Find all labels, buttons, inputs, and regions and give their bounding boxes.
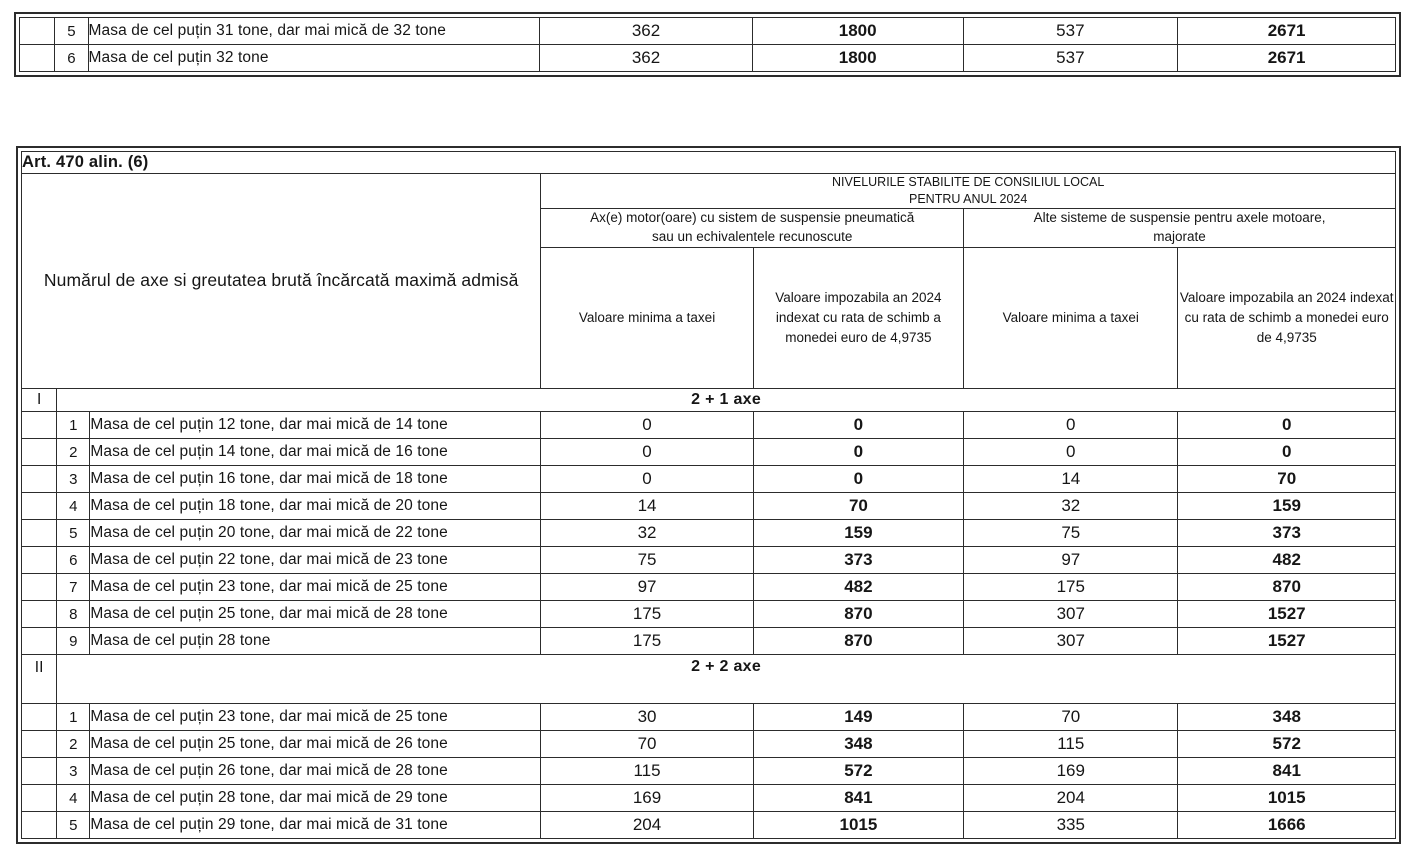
row-description: Masa de cel puțin 28 tone, dar mai mică de 29 tone [90,785,541,812]
row-description: Masa de cel puțin 32 tone [88,45,540,72]
value-imp-2: 0 [1178,412,1396,439]
value-imp-2: 2671 [1178,18,1396,45]
value-min-2: 97 [964,547,1178,574]
table-row [22,412,1396,439]
value-imp-2: 1527 [1178,628,1396,655]
row-number: 6 [55,45,88,72]
table-row [22,704,1396,731]
value-min-2: 14 [964,466,1178,493]
row-description: Masa de cel puțin 20 tone, dar mai mică de 22 tone [90,520,541,547]
row-number: 7 [57,574,90,601]
section-roman: II [22,655,57,704]
value-min-1: 97 [541,574,753,601]
row-description: Masa de cel puțin 22 tone, dar mai mică de 23 tone [90,547,541,574]
subheader-imp-1: Valoare impozabila an 2024 indexat cu rata de schimb a monedei euro de 4,9735 [753,248,963,389]
value-imp-2: 482 [1178,547,1396,574]
row-number: 2 [57,731,90,758]
section-row-2 [22,655,1396,704]
table-row [22,628,1396,655]
value-min-1: 204 [541,812,753,839]
row-roman-cell [22,493,57,520]
value-min-1: 75 [541,547,753,574]
row-description: Masa de cel puțin 23 tone, dar mai mică de 25 tone [90,574,541,601]
row-description: Masa de cel puțin 25 tone, dar mai mică de 26 tone [90,731,541,758]
table-row [22,520,1396,547]
subheader-min-2: Valoare minima a taxei [964,248,1178,389]
row-description: Masa de cel puțin 25 tone, dar mai mică de 28 tone [90,601,541,628]
row-number: 8 [57,601,90,628]
table-row [22,731,1396,758]
value-imp-2: 159 [1178,493,1396,520]
row-number: 3 [57,466,90,493]
top-table [19,17,1396,72]
row-description: Masa de cel puțin 26 tone, dar mai mică de 28 tone [90,758,541,785]
section-row-1 [22,389,1396,412]
row-number: 6 [57,547,90,574]
row-roman-cell [22,601,57,628]
row-roman-cell [22,547,57,574]
row-number: 9 [57,628,90,655]
group2-header [964,209,1396,248]
row-roman-cell [22,466,57,493]
value-min-2: 0 [964,439,1178,466]
row-roman-cell [22,704,57,731]
value-imp-2: 373 [1178,520,1396,547]
row-description: Masa de cel puțin 12 tone, dar mai mică de 14 tone [90,412,541,439]
row-number: 1 [57,704,90,731]
value-min-1: 30 [541,704,753,731]
value-min-2: 204 [964,785,1178,812]
group2-line1: Alte sisteme de suspensie pentru axele motoare, [1033,210,1326,226]
table-row [22,785,1396,812]
table-row [22,758,1396,785]
row-roman-cell [22,731,57,758]
row-roman-cell [22,574,57,601]
value-min-1: 175 [541,601,753,628]
value-min-2: 307 [964,601,1178,628]
table-row [22,439,1396,466]
value-imp-2: 1666 [1178,812,1396,839]
row-description: Masa de cel puțin 28 tone [90,628,541,655]
table-row [22,601,1396,628]
value-min-1: 70 [541,731,753,758]
value-min-2: 169 [964,758,1178,785]
header-row-levels [22,174,1396,209]
value-imp-2: 572 [1178,731,1396,758]
table-title: Art. 470 alin. (6) [22,152,1396,174]
title-row [22,152,1396,174]
table-row [22,574,1396,601]
row-number: 1 [57,412,90,439]
section-roman: I [22,389,57,412]
main-table-frame [16,146,1401,844]
value-imp-1: 149 [753,704,963,731]
value-imp-1: 0 [753,439,963,466]
value-imp-2: 348 [1178,704,1396,731]
value-imp-1: 870 [753,601,963,628]
value-imp-1: 70 [753,493,963,520]
top-table-frame [14,12,1401,77]
row-roman-cell [22,628,57,655]
value-imp-2: 0 [1178,439,1396,466]
table-row [22,547,1396,574]
value-min-1: 32 [541,520,753,547]
value-min-1: 362 [540,45,753,72]
row-description: Masa de cel puțin 29 tone, dar mai mică de 31 tone [90,812,541,839]
table-row [20,18,1396,45]
value-min-2: 70 [964,704,1178,731]
levels-line2: PENTRU ANUL 2024 [909,192,1028,206]
subheader-imp-2: Valoare impozabila an 2024 indexat cu rata de schimb a monedei euro de 4,9735 [1178,248,1396,389]
row-roman-cell [22,812,57,839]
value-imp-2: 1015 [1178,785,1396,812]
value-imp-2: 2671 [1178,45,1396,72]
row-roman-cell [22,758,57,785]
row-roman-cell [20,18,55,45]
table-row [22,466,1396,493]
value-min-2: 175 [964,574,1178,601]
row-number: 3 [57,758,90,785]
value-imp-2: 841 [1178,758,1396,785]
value-imp-1: 1015 [753,812,963,839]
value-min-2: 0 [964,412,1178,439]
row-roman-cell [22,412,57,439]
value-imp-1: 0 [753,412,963,439]
row-number: 5 [55,18,88,45]
row-number: 2 [57,439,90,466]
value-imp-1: 841 [753,785,963,812]
levels-header [541,174,1396,209]
row-description: Masa de cel puțin 23 tone, dar mai mică de 25 tone [90,704,541,731]
value-imp-1: 572 [753,758,963,785]
table-row [20,45,1396,72]
row-roman-cell [22,439,57,466]
group1-line2: sau un echivalentele recunoscute [652,229,853,244]
value-imp-2: 870 [1178,574,1396,601]
value-imp-1: 348 [753,731,963,758]
value-imp-1: 870 [753,628,963,655]
value-min-2: 115 [964,731,1178,758]
value-imp-1: 159 [753,520,963,547]
row-description: Masa de cel puțin 14 tone, dar mai mică de 16 tone [90,439,541,466]
value-min-2: 75 [964,520,1178,547]
value-min-2: 307 [964,628,1178,655]
row-number: 4 [57,493,90,520]
value-imp-1: 373 [753,547,963,574]
value-min-2: 537 [963,18,1178,45]
value-min-1: 0 [541,439,753,466]
group1-line1: Ax(e) motor(oare) cu sistem de suspensie pneumatică [590,210,915,226]
row-description: Masa de cel puțin 16 tone, dar mai mică de 18 tone [90,466,541,493]
value-imp-1: 482 [753,574,963,601]
value-imp-2: 70 [1178,466,1396,493]
row-number: 5 [57,812,90,839]
row-roman-cell [22,520,57,547]
value-min-1: 362 [540,18,753,45]
value-min-1: 115 [541,758,753,785]
row-roman-cell [20,45,55,72]
section-label: 2 + 1 axe [57,389,1396,412]
value-min-1: 0 [541,466,753,493]
row-number: 4 [57,785,90,812]
section-label: 2 + 2 axe [57,655,1396,704]
value-min-1: 14 [541,493,753,520]
table-row [22,812,1396,839]
levels-line1: NIVELURILE STABILITE DE CONSILIUL LOCAL [832,175,1105,190]
table-row [22,493,1396,520]
subheader-min-1: Valoare minima a taxei [541,248,753,389]
axes-header: Numărul de axe si greutatea brută încărcată maximă admisă [22,174,541,389]
group2-line2: majorate [1153,229,1206,244]
value-imp-2: 1527 [1178,601,1396,628]
value-min-2: 335 [964,812,1178,839]
row-number: 5 [57,520,90,547]
row-description: Masa de cel puțin 18 tone, dar mai mică de 20 tone [90,493,541,520]
value-imp-1: 1800 [752,45,963,72]
value-min-1: 0 [541,412,753,439]
value-imp-1: 0 [753,466,963,493]
value-min-2: 537 [963,45,1178,72]
value-min-1: 169 [541,785,753,812]
value-min-1: 175 [541,628,753,655]
row-roman-cell [22,785,57,812]
main-table [21,151,1396,839]
value-min-2: 32 [964,493,1178,520]
row-description: Masa de cel puțin 31 tone, dar mai mică de 32 tone [88,18,540,45]
value-imp-1: 1800 [752,18,963,45]
group1-header [541,209,964,248]
